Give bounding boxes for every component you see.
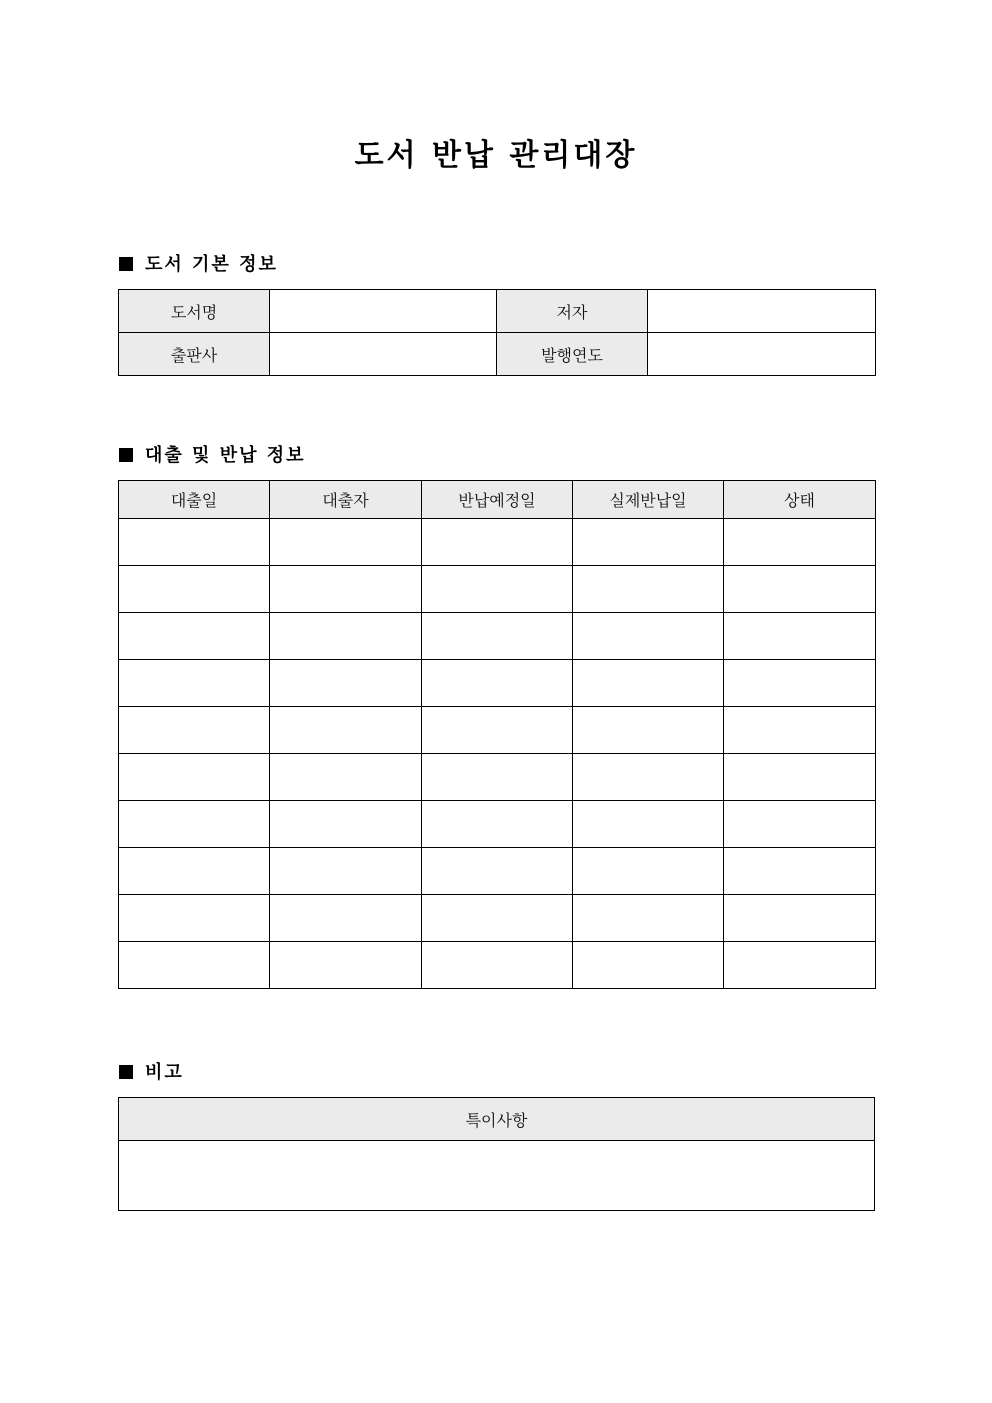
table-cell[interactable] [422, 660, 573, 707]
table-cell[interactable] [573, 848, 724, 895]
table-cell[interactable] [724, 519, 876, 566]
table-cell[interactable] [422, 707, 573, 754]
table-cell[interactable] [270, 801, 422, 848]
table-cell[interactable] [422, 519, 573, 566]
table-cell[interactable] [119, 660, 270, 707]
table-cell[interactable] [270, 660, 422, 707]
square-bullet-icon [119, 1065, 133, 1079]
table-cell[interactable] [119, 942, 270, 989]
table-row [119, 566, 876, 613]
table-cell[interactable] [270, 848, 422, 895]
table-cell[interactable] [573, 942, 724, 989]
table-row [119, 848, 876, 895]
field-input-author[interactable] [648, 290, 876, 333]
table-cell[interactable] [270, 707, 422, 754]
field-input-publisher[interactable] [270, 333, 497, 376]
page-title: 도서 반납 관리대장 [354, 138, 638, 173]
table-row [119, 754, 876, 801]
table-cell[interactable] [270, 895, 422, 942]
table-cell[interactable] [119, 519, 270, 566]
section-heading-label: 대출 및 반납 정보 [145, 445, 306, 466]
section-heading-label: 도서 기본 정보 [145, 254, 278, 275]
table-cell[interactable] [422, 613, 573, 660]
section-heading-book-info [119, 253, 278, 277]
field-label-title: 도서명 [119, 290, 270, 333]
column-header-status: 상태 [724, 481, 876, 519]
table-cell[interactable] [573, 566, 724, 613]
table-row [119, 895, 876, 942]
field-input-title[interactable] [270, 290, 497, 333]
table-cell[interactable] [573, 895, 724, 942]
table-cell[interactable] [422, 754, 573, 801]
table-cell[interactable] [119, 707, 270, 754]
table-cell[interactable] [724, 613, 876, 660]
table-cell[interactable] [422, 801, 573, 848]
table-row [119, 519, 876, 566]
table-row [119, 707, 876, 754]
table-cell[interactable] [270, 942, 422, 989]
table-cell[interactable] [422, 566, 573, 613]
column-header-loan-date: 대출일 [119, 481, 270, 519]
table-cell[interactable] [724, 895, 876, 942]
table-cell[interactable] [119, 754, 270, 801]
section-heading-notes [119, 1061, 184, 1085]
table-cell[interactable] [724, 707, 876, 754]
notes-table [118, 1097, 875, 1211]
column-header-due-date: 반납예정일 [422, 481, 573, 519]
table-cell[interactable] [724, 801, 876, 848]
table-cell[interactable] [724, 848, 876, 895]
table-cell[interactable] [573, 707, 724, 754]
table-cell[interactable] [724, 660, 876, 707]
table-cell[interactable] [119, 613, 270, 660]
column-header-return-date: 실제반납일 [573, 481, 724, 519]
field-input-year[interactable] [648, 333, 876, 376]
loan-table [118, 480, 876, 989]
remarks-field[interactable] [119, 1141, 875, 1211]
field-label-publisher: 출판사 [119, 333, 270, 376]
table-cell[interactable] [270, 754, 422, 801]
field-label-author: 저자 [497, 290, 648, 333]
table-row [119, 613, 876, 660]
table-cell[interactable] [119, 566, 270, 613]
table-cell[interactable] [724, 754, 876, 801]
table-cell[interactable] [119, 895, 270, 942]
table-cell[interactable] [724, 942, 876, 989]
field-label-year: 발행연도 [497, 333, 648, 376]
table-cell[interactable] [573, 801, 724, 848]
square-bullet-icon [119, 257, 133, 271]
book-info-table [118, 289, 876, 376]
table-cell[interactable] [573, 660, 724, 707]
square-bullet-icon [119, 448, 133, 462]
table-cell[interactable] [573, 754, 724, 801]
table-cell[interactable] [422, 942, 573, 989]
section-heading-loan-info [119, 444, 306, 468]
column-header-borrower: 대출자 [270, 481, 422, 519]
table-cell[interactable] [270, 566, 422, 613]
column-header-remarks: 특이사항 [119, 1098, 875, 1141]
table-cell[interactable] [119, 801, 270, 848]
table-cell[interactable] [573, 613, 724, 660]
section-heading-label: 비고 [145, 1062, 184, 1083]
table-cell[interactable] [573, 519, 724, 566]
table-row [119, 942, 876, 989]
table-row [119, 801, 876, 848]
table-cell[interactable] [119, 848, 270, 895]
table-cell[interactable] [270, 519, 422, 566]
table-row [119, 660, 876, 707]
table-cell[interactable] [422, 895, 573, 942]
table-cell[interactable] [422, 848, 573, 895]
table-cell[interactable] [270, 613, 422, 660]
table-cell[interactable] [724, 566, 876, 613]
